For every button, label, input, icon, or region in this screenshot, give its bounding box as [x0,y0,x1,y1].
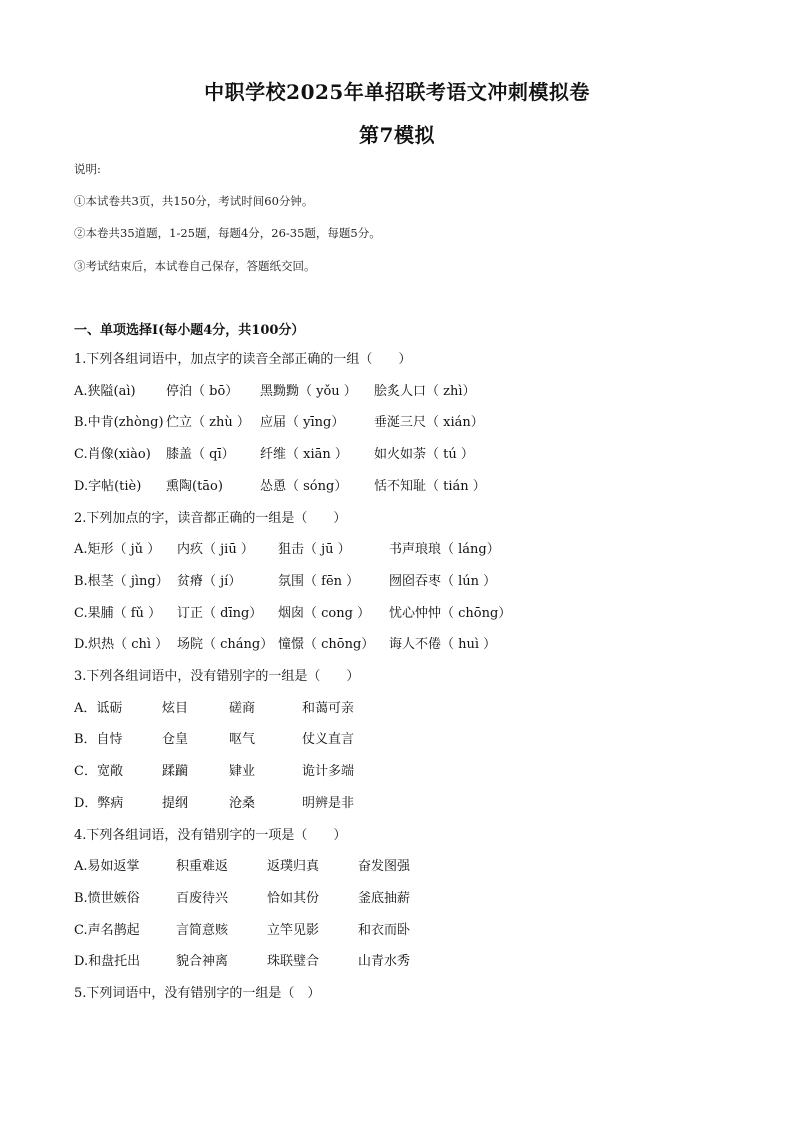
option-term: 仗义直言 [302,732,355,748]
option-term: 诲人不倦（ huì ） [389,637,497,653]
option-term: 膝盖（ qī） [166,447,235,463]
option-term: 蹂躏 [162,764,189,780]
option-choice: C.声名鹊起 [74,922,140,938]
option-row [74,857,634,877]
option-row [74,572,634,592]
option-term: 狙击（ jū ） [278,542,351,558]
option-row [74,413,634,433]
option-term: 贫瘠（ jí） [177,573,242,589]
option-term: 憧憬（ chōng） [278,637,375,653]
option-term: 貌合神离 [176,954,229,970]
option-term: 订正（ dīng） [177,605,263,621]
option-term: 和衣而卧 [358,922,411,938]
option-term: 伫立（ zhù ） [166,415,250,431]
option-choice: B.中肯(zhòng) [74,415,164,431]
option-term: 书声琅琅（ láng） [389,542,500,558]
option-row [74,921,634,941]
option-row [74,730,634,750]
option-term: 诡计多端 [302,764,355,780]
option-choice: B.根茎（ jìng） [74,573,169,589]
option-term: 立竿见影 [267,922,320,938]
option-term: 熏陶(tāo) [166,478,223,494]
option-row [74,445,634,465]
option-row [74,889,634,909]
question-stem: 5.下列词语中，没有错别字的一组是（ ） [74,986,321,1001]
option-term: 珠联璧合 [267,954,320,970]
option-term: 应届（ yīng） [260,415,345,431]
option-term: 言简意赅 [176,922,229,938]
question-stem: 2.下列加点的字，读音都正确的一组是（ ） [74,510,347,526]
notes-label: 说明: [74,162,101,176]
option-term: 脍炙人口（ zhì） [374,383,476,399]
option-choice: A.狭隘(aì) [74,383,136,399]
option-row [74,540,634,560]
option-choice: A．诋砺 [74,700,123,716]
option-term: 奋发图强 [358,859,411,875]
option-term: 百废待兴 [176,890,229,906]
option-term: 仓皇 [162,732,189,748]
option-row [74,635,634,655]
option-term: 场院（ cháng） [177,637,274,653]
option-term: 恬不知耻（ tián ） [374,478,486,494]
option-term: 山青水秀 [358,954,411,970]
option-choice: A.易如返掌 [74,859,140,875]
note-item: ②本卷共35道题，1-25题，每题4分，26-35题，每题5分。 [74,226,381,240]
option-choice: B.愤世嫉俗 [74,890,140,906]
option-term: 垂涎三尺（ xián） [374,415,484,431]
option-term: 磋商 [229,700,256,716]
option-row [74,699,634,719]
note-item: ①本试卷共3页，共150分，考试时间60分钟。 [74,194,314,208]
option-row [74,762,634,782]
question-stem: 3.下列各组词语中，没有错别字的一组是（ ） [74,669,360,684]
option-term: 忧心忡忡（ chōng） [389,605,512,621]
option-term: 积重难返 [176,859,229,875]
option-choice: C.肖像(xiào) [74,447,151,463]
option-term: 提纲 [162,795,189,811]
page-subtitle: 第7模拟 [359,123,435,147]
page-title: 中职学校2025年单招联考语文冲刺模拟卷 [204,80,590,104]
question-stem: 4.下列各组词语，没有错别字的一项是（ ） [74,827,347,843]
option-term: 呕气 [229,732,256,748]
option-term: 炫目 [162,700,189,716]
option-choice: D.和盘托出 [74,954,141,970]
option-row [74,952,634,972]
option-term: 如火如荼（ tú ） [374,447,474,463]
option-choice: C.果脯（ fǔ ） [74,605,162,621]
option-row [74,477,634,497]
option-choice: B．自恃 [74,732,123,748]
option-term: 烟囱（ cong ） [278,605,371,621]
option-term: 怂恿（ sóng） [260,478,348,494]
option-choice: D.字帖(tiè) [74,478,142,494]
option-row [74,794,634,814]
option-term: 肄业 [229,764,256,780]
option-choice: D.炽热（ chì ） [74,637,169,653]
note-item: ③考试结束后，本试卷自己保存，答题纸交回。 [74,259,316,273]
option-term: 返璞归真 [267,859,320,875]
option-choice: A.矩形（ jǔ ） [74,542,161,558]
question-stem: 1.下列各组词语中，加点字的读音全部正确的一组（ ） [74,352,412,367]
option-choice: D．弊病 [74,795,124,811]
option-row [74,382,634,402]
option-term: 停泊（ bō） [166,383,239,399]
section-heading: 一、单项选择Ⅰ(每小题4分，共100分） [74,323,305,338]
option-term: 明辨是非 [302,795,355,811]
option-term: 氛围（ fēn ） [278,573,360,589]
option-term: 纤维（ xiān ） [260,447,348,463]
option-term: 内疚（ jiū ） [177,542,254,558]
option-term: 黑黝黝（ yǒu ） [260,383,357,399]
option-term: 和蔼可亲 [302,700,355,716]
option-term: 囫囵吞枣（ lún ） [389,573,497,589]
option-term: 恰如其份 [267,890,320,906]
option-term: 釜底抽薪 [358,890,411,906]
option-term: 沧桑 [229,795,256,811]
option-row [74,604,634,624]
option-choice: C．宽敞 [74,764,123,780]
